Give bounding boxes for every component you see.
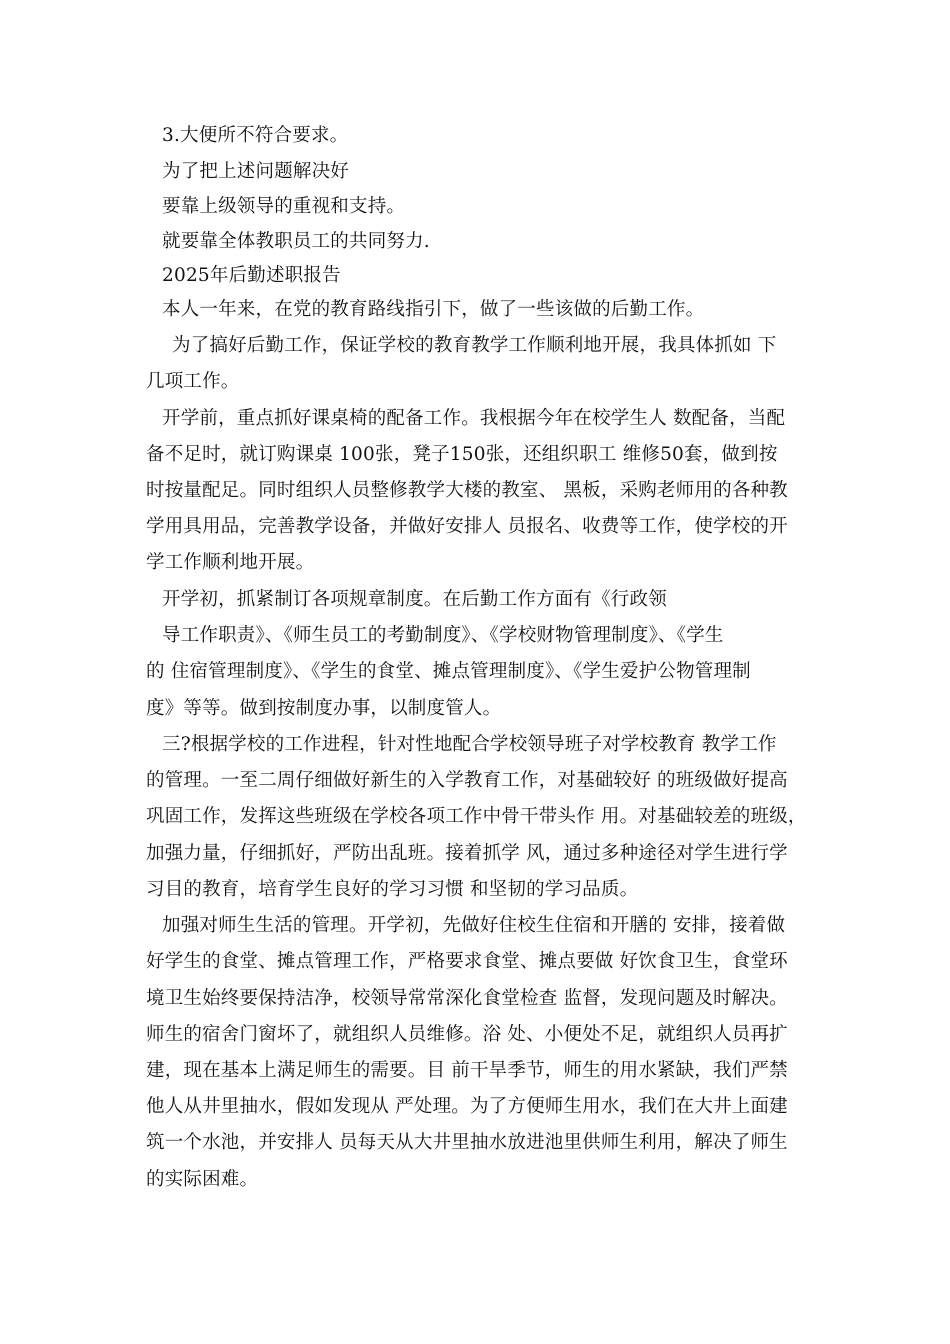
text-line: 学用具用品，完善教学设备，并做好安排人 员报名、收费等工作，使学校的开 [146,516,788,537]
text-line: 为了搞好后勤工作，保证学校的教育教学工作顺利地开展，我具体抓如 下 [172,335,777,356]
text-line: 备不足时，就订购课桌 100张，凳子150张，还组织职工 维修50套，做到按 [146,444,778,465]
text-line: 三?根据学校的工作进程，针对性地配合学校领导班子对学校教育 教学工作 [162,734,777,755]
text-line: 的实际困难。 [146,1169,259,1190]
text-line: 习目的教育，培育学生良好的学习习惯 和坚韧的学习品质。 [146,879,639,900]
text-line: 加强力量，仔细抓好，严防出乱班。接着抓学 风，通过多种途径对学生进行学 [146,843,788,864]
text-line: 他人从井里抽水，假如发现从 严处理。为了方便师生用水，我们在大井上面建 [146,1096,788,1117]
text-line: 学工作顺利地开展。 [146,552,315,573]
text-line: 时按量配足。同时组织人员整修教学大楼的教室、 黑板，采购老师用的各种教 [146,480,788,501]
text-line: 开学初，抓紧制订各项规章制度。在后勤工作方面有《行政领 [162,589,667,610]
text-line: 度》等等。做到按制度办事，以制度管人。 [146,698,502,719]
text-line: 导工作职责》、《师生员工的考勤制度》、《学校财物管理制度》、《学生 [162,625,724,646]
document-title: 2025年后勤述职报告 [162,265,341,286]
text-line: 要靠上级领导的重视和支持。 [162,196,406,217]
text-line: 本人一年来，在党的教育路线指引下，做了一些该做的后勤工作。 [162,299,705,320]
text-line: 巩固工作，发挥这些班级在学校各项工作中骨干带头作 用。对基础较差的班级， [146,806,807,827]
text-line: 境卫生始终要保持洁净，校领导常常深化食堂检查 监督，发现问题及时解决。 [146,988,788,1009]
text-line: 的管理。一至二周仔细做好新生的入学教育工作，对基础较好 的班级做好提高 [146,770,788,791]
text-line: 开学前，重点抓好课桌椅的配备工作。我根据今年在校学生人 数配备，当配 [162,408,786,429]
text-line: 为了把上述问题解决好 [162,161,350,182]
text-line: 3.大便所不符合要求。 [162,125,349,146]
text-line: 的 住宿管理制度》、《学生的食堂、摊点管理制度》、《学生爱护公物管理制 [146,661,751,682]
text-line: 几项工作。 [146,371,240,392]
text-line: 师生的宿舍门窗坏了，就组织人员维修。浴 处、小便处不足，就组织人员再扩 [146,1024,788,1045]
text-line: 筑一个水池，并安排人 员每天从大井里抽水放进池里供师生利用，解决了师生 [146,1132,788,1153]
text-line: 加强对师生生活的管理。开学初，先做好住校生住宿和开膳的 安排，接着做 [162,915,786,936]
text-line: 就要靠全体教职员工的共同努力. [162,231,430,252]
text-line: 好学生的食堂、摊点管理工作，严格要求食堂、摊点要做 好饮食卫生，食堂环 [146,951,788,972]
text-line: 建，现在基本上满足师生的需要。目 前干旱季节，师生的用水紧缺，我们严禁 [146,1060,788,1081]
